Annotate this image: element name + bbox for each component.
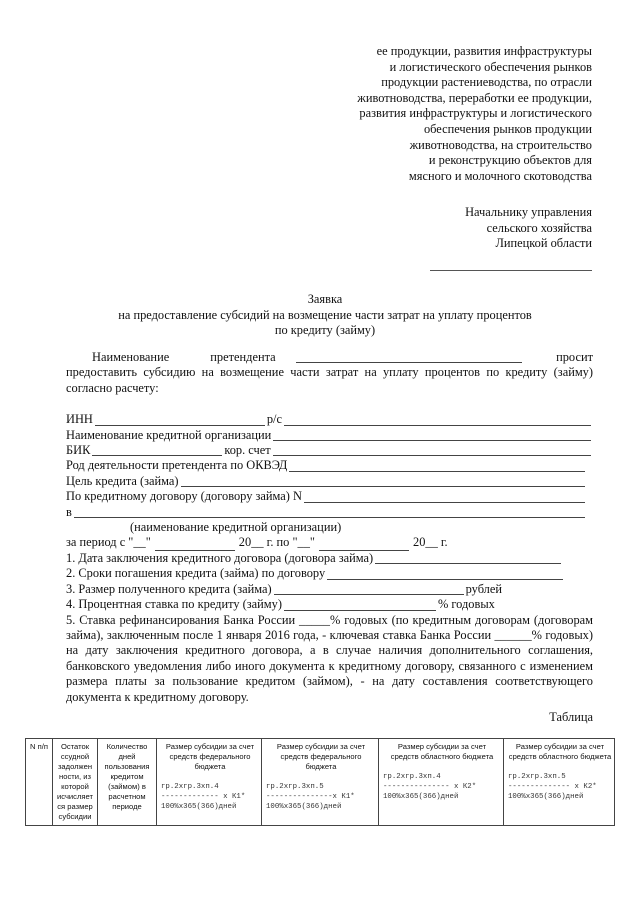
header-line: мясного и молочного скотоводства — [408, 168, 592, 183]
repayment-term-field[interactable] — [327, 567, 563, 580]
purpose-row — [66, 474, 593, 489]
federal-subsidy-cell — [157, 739, 262, 826]
application-title — [60, 292, 590, 339]
bank-name-field[interactable] — [74, 505, 585, 518]
applicant-row — [66, 350, 593, 365]
item-5-text: 5. Ставка рефинансирования Банка России _____% годовых (по кредитным договорам (договорам займа), заключенным после 1 января 2016 года, - ключевая ставка Банка России ______% годовых) на дату заключения кредитного договора, а в случае наличия дополнительного соглашения, банковского уведомления либо иного документа к кредитному договору, связанного с изменением размера платы за пользование кредитом (займом), - на дату составления соответствующего документа к кредитному договору. — [66, 612, 593, 704]
contract-date-field[interactable] — [375, 551, 561, 564]
formula-line: 100%х365(366)дней — [266, 803, 342, 811]
application-body — [66, 350, 593, 705]
kor-field[interactable] — [273, 443, 591, 456]
header-line: животноводства, на строительство — [409, 137, 592, 152]
rs-field[interactable] — [284, 413, 591, 426]
item-3-row — [66, 582, 593, 597]
addressee-line: Липецкой области — [495, 236, 592, 251]
formula-line: ---------------x К1* — [266, 793, 355, 801]
bank-name-note: (наименование кредитной организации) — [130, 520, 342, 535]
inn-field[interactable] — [95, 413, 265, 426]
rs-label: р/с — [266, 412, 282, 427]
formula-line: ------------- x К1* — [161, 793, 246, 801]
formula-line: гр.2хгр.3хп.5 — [266, 783, 324, 791]
addressee-line: сельского хозяйства — [486, 220, 592, 235]
table-caption: Таблица — [549, 710, 593, 724]
regional-subsidy-cell — [379, 739, 504, 826]
formula-line: 100%х365(366)дней — [161, 803, 237, 811]
contract-label: По кредитному договору (договору займа) N — [66, 489, 302, 504]
header-line: развития инфраструктуры и логистического — [359, 106, 592, 121]
federal-subsidy-cell — [262, 739, 379, 826]
addressee-line: Начальнику управления — [465, 205, 592, 219]
table-header-cell: N п/п — [26, 739, 53, 826]
item-2-row — [66, 566, 593, 581]
formula-line: -------------- x К2* — [508, 783, 597, 791]
header-line: ее продукции, развития инфраструктуры — [376, 44, 592, 58]
header-line: животноводства, переработки ее продукции, — [357, 90, 592, 105]
period-row — [66, 535, 593, 550]
inn-label: ИНН — [66, 412, 93, 427]
applicant-verb: просит — [556, 350, 593, 364]
item-1-label: 1. Дата заключения кредитного договора (договора займа) — [66, 550, 374, 565]
addressee-block — [430, 205, 592, 271]
applicant-label: Наименование претендента — [92, 350, 276, 364]
bank-row — [66, 505, 593, 520]
item-4-row — [66, 597, 593, 612]
subsidy-table — [25, 738, 615, 826]
regional-subsidy-header: Размер субсидии за счет средств областного бюджета — [390, 742, 494, 761]
bank-prefix: в — [66, 504, 72, 519]
period-to-month-field[interactable] — [319, 538, 409, 551]
credit-amount-field[interactable] — [274, 582, 464, 595]
table-header-cell: Количество дней пользования кредитом (займом) в расчетном периоде — [98, 739, 157, 826]
credit-org-field[interactable] — [273, 428, 591, 441]
formula-line: гр.2хгр.3хп.5 — [508, 773, 566, 781]
title-line: на предоставление субсидий на возмещение части затрат на уплату процентов — [118, 307, 532, 322]
period-to-label: 20__ г. по "__" — [238, 535, 315, 550]
purpose-label: Цель кредита (займа) — [66, 473, 179, 488]
title-line: по кредиту (займу) — [274, 323, 376, 338]
federal-subsidy-header: Размер субсидии за счет средств федерального бюджета — [276, 742, 366, 771]
header-line: обеспечения рынков продукции — [423, 121, 592, 136]
title-heading: Заявка — [307, 292, 343, 306]
item-2-label: 2. Сроки погашения кредита (займа) по договору — [66, 566, 326, 581]
credit-org-row — [66, 428, 593, 443]
okved-label: Род деятельности претендента по ОКВЭД — [66, 458, 288, 473]
item-3-label: 3. Размер полученного кредита (займа) — [66, 581, 272, 596]
item-3-unit: рублей — [465, 581, 502, 596]
bik-row — [66, 443, 593, 458]
period-from-month-field[interactable] — [155, 538, 235, 551]
credit-org-label: Наименование кредитной организации — [66, 427, 272, 442]
header-line: и логистического обеспечения рынков — [389, 59, 592, 74]
contract-number-field[interactable] — [304, 490, 585, 503]
item-4-unit: % годовых — [437, 597, 495, 612]
formula-line: 100%х365(366)дней — [383, 793, 459, 801]
inn-row — [66, 412, 593, 427]
bik-label: БИК — [66, 443, 91, 458]
table-row — [26, 739, 615, 826]
regional-subsidy-header: Размер субсидии за счет средств областного бюджета — [508, 742, 612, 761]
item-4-label: 4. Процентная ставка по кредиту (займу) — [66, 597, 282, 612]
bik-field[interactable] — [92, 443, 222, 456]
period-end-label: 20__ г. — [413, 535, 448, 550]
period-from-label: за период с "__" — [66, 535, 151, 550]
regional-subsidy-cell — [504, 739, 615, 826]
kor-label: кор. счет — [224, 443, 271, 458]
applicant-name-field[interactable] — [296, 350, 522, 363]
header-line: продукции растениеводства, по отрасли — [381, 75, 592, 90]
federal-subsidy-header: Размер субсидии за счет средств федерального бюджета — [165, 742, 255, 771]
table-header-cell: Остаток ссудной задолжен ности, из которой исчисляет ся размер субсидии — [53, 739, 98, 826]
formula-line: --------------- x К2* — [383, 783, 477, 791]
addressee-signature-line[interactable] — [430, 258, 592, 271]
item-1-row — [66, 551, 593, 566]
purpose-field[interactable] — [181, 474, 585, 487]
okved-row — [66, 458, 593, 473]
formula-line: гр.2хгр.3хп.4 — [383, 773, 441, 781]
formula-line: 100%х365(366)дней — [508, 793, 584, 801]
interest-rate-field[interactable] — [284, 598, 436, 611]
applicant-text: предоставить субсидию на возмещение части затрат на уплату процентов по кредиту (займу) согласно расчету: — [66, 365, 593, 395]
regulation-header — [357, 44, 592, 184]
formula-line: гр.2хгр.3хп.4 — [161, 783, 219, 791]
contract-row — [66, 489, 593, 504]
okved-field[interactable] — [289, 459, 585, 472]
header-line: и реконструкцию объектов для — [428, 153, 592, 168]
